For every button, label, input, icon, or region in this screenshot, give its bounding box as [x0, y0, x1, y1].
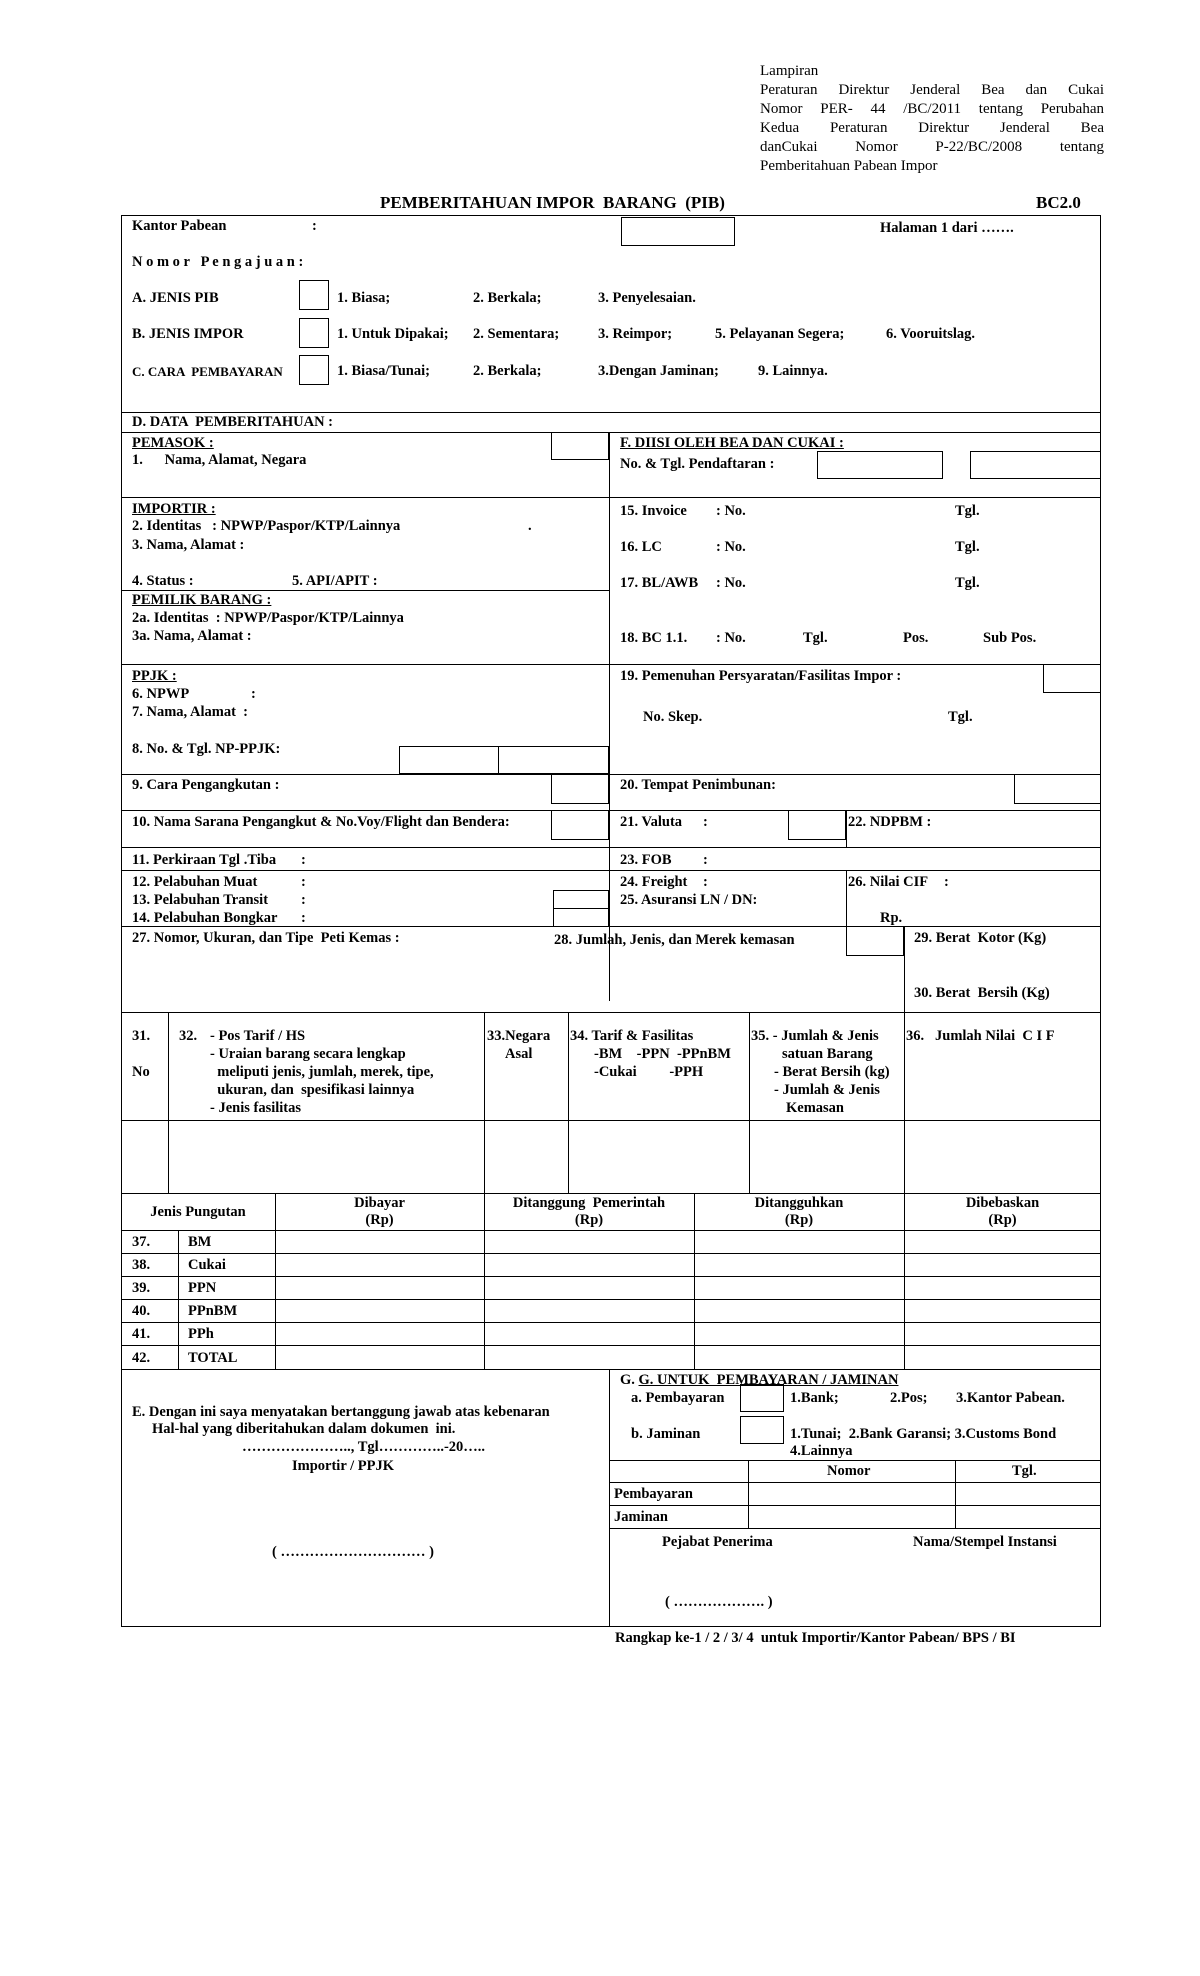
col-35-line: - Jumlah & Jenis	[774, 1082, 880, 1098]
lampiran-line: Nomor PER- 44 /BC/2011 tentang Perubahan	[760, 101, 1104, 117]
col-32-line: - Pos Tarif / HS	[210, 1028, 306, 1044]
divider	[121, 1369, 1101, 1370]
declaration-signature: ( ………………………… )	[272, 1544, 434, 1560]
pemasok-box[interactable]	[551, 432, 609, 460]
col-34-line: -Cukai -PPH	[594, 1064, 704, 1080]
nilai-cif-colon: :	[944, 874, 949, 890]
col-35-line: Kemasan	[786, 1100, 844, 1116]
pejabat-signature: ( ………………. )	[665, 1594, 773, 1610]
col-35-line: 35. - Jumlah & Jenis	[751, 1028, 879, 1044]
lampiran-block	[760, 62, 1104, 176]
bc11-tgl: Tgl.	[803, 630, 828, 646]
divider	[121, 590, 609, 591]
lampiran-line: danCukai Nomor P-22/BC/2008 tentang	[760, 139, 1104, 155]
section-d-title: D. DATA PEMBERITAHUAN :	[132, 414, 333, 430]
g-nomor-header: Nomor	[827, 1463, 871, 1479]
divider	[168, 1012, 169, 1193]
col-31-no: No	[132, 1064, 150, 1080]
col-36-label: 36. Jumlah Nilai C I F	[906, 1028, 1055, 1044]
divider	[609, 1460, 1101, 1461]
divider	[121, 432, 1101, 433]
ppjk-label: PPJK :	[132, 668, 177, 684]
divider	[904, 926, 905, 1012]
pelabuhan-transit-box[interactable]	[553, 890, 609, 909]
divider	[609, 432, 610, 1001]
pelabuhan-bongkar-label: 14. Pelabuhan Bongkar	[132, 910, 278, 926]
divider	[121, 1193, 1101, 1194]
pemasok-label: PEMASOK :	[132, 435, 214, 451]
divider	[121, 1276, 1101, 1277]
lc-label: 16. LC	[620, 539, 662, 555]
g-title-text: G. UNTUK PEMBAYARAN / JAMINAN	[638, 1372, 899, 1388]
kemasan-label: 28. Jumlah, Jenis, dan Merek kemasan	[554, 932, 795, 948]
lampiran-line: Kedua Peraturan Direktur Jenderal Bea	[760, 120, 1104, 136]
cara-pengangkutan-label: 9. Cara Pengangkutan :	[132, 777, 280, 793]
invoice-label: 15. Invoice	[620, 503, 687, 519]
nilai-cif-rp: Rp.	[880, 910, 903, 926]
berat-kotor-label: 29. Berat Kotor (Kg)	[914, 930, 1047, 946]
blawb-no: : No.	[716, 575, 746, 591]
pelabuhan-muat-label: 12. Pelabuhan Muat	[132, 874, 258, 890]
asuransi-label: 25. Asuransi LN / DN:	[620, 892, 758, 908]
divider	[609, 1505, 1101, 1506]
ppjk-np-tgl-box[interactable]	[498, 746, 609, 774]
tempat-penimbunan-box[interactable]	[1014, 774, 1101, 804]
divider	[121, 810, 1101, 811]
lampiran-line: Pemberitahuan Pabean Impor	[760, 158, 938, 174]
importir-label: IMPORTIR :	[132, 501, 216, 517]
invoice-tgl: Tgl.	[955, 503, 980, 519]
cara-pengangkutan-box[interactable]	[551, 774, 609, 804]
g-jaminan-row: Jaminan	[614, 1509, 668, 1525]
divider	[121, 1012, 1101, 1013]
pungutan-header: Ditangguhkan (Rp)	[754, 1195, 844, 1228]
stempel-instansi: Nama/Stempel Instansi	[913, 1534, 1057, 1550]
g-pembayaran-label: a. Pembayaran	[631, 1390, 725, 1406]
divider	[121, 1120, 1101, 1121]
perkiraan-tiba-colon: :	[301, 852, 306, 868]
divider	[121, 870, 1101, 871]
pungutan-row-no: 40.	[132, 1303, 151, 1319]
col-31-label: 31.	[132, 1028, 151, 1044]
col-32-line: - Uraian barang secara lengkap	[210, 1046, 406, 1062]
g-pembayaran-option: 2.Pos;	[890, 1390, 928, 1406]
cara-pembayaran-label: C. CARA PEMBAYARAN	[132, 364, 283, 379]
bc11-label: 18. BC 1.1.	[620, 630, 688, 646]
ppjk-npwp-colon: :	[251, 686, 256, 702]
declaration-line: Hal-hal yang diberitahukan dalam dokumen ini.	[152, 1421, 456, 1437]
pungutan-header: Ditanggung Pemerintah (Rp)	[512, 1195, 666, 1228]
pelabuhan-bongkar-box[interactable]	[553, 908, 609, 927]
divider	[484, 1012, 485, 1193]
nilai-cif-label: 26. Nilai CIF	[848, 874, 929, 890]
pelabuhan-muat-colon: :	[301, 874, 306, 890]
kantor-pabean-colon: :	[312, 218, 317, 234]
pemilik-label: PEMILIK BARANG :	[132, 592, 272, 608]
jenis-impor-option: 3. Reimpor;	[598, 326, 673, 342]
cara-pembayaran-box[interactable]	[299, 355, 329, 385]
pemasok-name-label: 1. Nama, Alamat, Negara	[132, 452, 307, 468]
pendaftaran-no-box[interactable]	[817, 451, 943, 479]
col-34-line: 34. Tarif & Fasilitas	[570, 1028, 694, 1044]
pendaftaran-tgl-box[interactable]	[970, 451, 1101, 479]
lampiran-line: Peraturan Direktur Jenderal Bea dan Cukai	[760, 82, 1104, 98]
importir-nama: 3. Nama, Alamat :	[132, 537, 245, 553]
pelabuhan-transit-label: 13. Pelabuhan Transit	[132, 892, 269, 908]
importir-identitas: 2. Identitas : NPWP/Paspor/KTP/Lainnya	[132, 518, 401, 534]
lc-no: : No.	[716, 539, 746, 555]
section-f-title-text: F. DIISI OLEH BEA DAN CUKAI :	[620, 435, 844, 451]
perkiraan-tiba-label: 11. Perkiraan Tgl .Tiba	[132, 852, 277, 868]
freight-label: 24. Freight	[620, 874, 688, 890]
divider	[846, 810, 847, 847]
jenis-impor-option: 5. Pelayanan Segera;	[715, 326, 845, 342]
col-33-line: 33.Negara	[487, 1028, 551, 1044]
pungutan-header: Dibebaskan (Rp)	[965, 1195, 1040, 1228]
peti-kemas-label: 27. Nomor, Ukuran, dan Tipe Peti Kemas :	[132, 930, 400, 946]
divider	[609, 1528, 1101, 1529]
ppjk-np-no-box[interactable]	[399, 746, 499, 774]
lc-tgl: Tgl.	[955, 539, 980, 555]
jenis-pib-option: 2. Berkala;	[473, 290, 542, 306]
col-35-line: satuan Barang	[782, 1046, 873, 1062]
freight-colon: :	[703, 874, 708, 890]
g-tgl-header: Tgl.	[1012, 1463, 1037, 1479]
pungutan-row-no: 41.	[132, 1326, 151, 1342]
col-32-line: ukuran, dan spesifikasi lainnya	[210, 1082, 415, 1098]
pungutan-row-name: BM	[188, 1234, 212, 1250]
g-prefix: G.	[620, 1372, 639, 1388]
ppjk-npwp: 6. NPWP	[132, 686, 190, 702]
pungutan-row-name: PPh	[188, 1326, 214, 1342]
pendaftaran-label: No. & Tgl. Pendaftaran :	[620, 456, 775, 472]
divider	[121, 664, 1101, 665]
importir-status: 4. Status :	[132, 573, 194, 589]
divider	[609, 1482, 1101, 1483]
cara-pembayaran-option: 9. Lainnya.	[758, 363, 828, 379]
ndpbm-label: 22. NDPBM :	[848, 814, 932, 830]
kemasan-box[interactable]	[846, 926, 904, 956]
pungutan-row-name: TOTAL	[188, 1350, 238, 1366]
section-f-title	[620, 435, 844, 452]
divider	[749, 1012, 750, 1193]
pungutan-row-no: 42.	[132, 1350, 151, 1366]
g-jaminan-label: b. Jaminan	[631, 1426, 701, 1442]
nomor-pengajuan-label: N o m o r P e n g a j u a n :	[132, 254, 304, 270]
skep-tgl: Tgl.	[948, 709, 973, 725]
pejabat-penerima: Pejabat Penerima	[662, 1534, 773, 1550]
kantor-pabean-box[interactable]	[621, 217, 735, 246]
form-code: BC2.0	[1036, 193, 1081, 212]
sarana-pengangkut-label: 10. Nama Sarana Pengangkut & No.Voy/Flight dan Bendera:	[132, 814, 510, 830]
jenis-impor-label: B. JENIS IMPOR	[132, 326, 244, 342]
importir-api: 5. API/APIT :	[292, 573, 378, 589]
divider	[121, 926, 1101, 927]
divider	[121, 1299, 1101, 1300]
col-32-line: meliputi jenis, jumlah, merek, tipe,	[210, 1064, 434, 1080]
jenis-pib-label: A. JENIS PIB	[132, 290, 219, 306]
bc11-no: : No.	[716, 630, 746, 646]
divider	[121, 1253, 1101, 1254]
jenis-pib-option: 3. Penyelesaian.	[598, 290, 696, 306]
valuta-colon: :	[703, 814, 708, 830]
divider	[846, 870, 847, 926]
jenis-impor-option: 6. Vooruitslag.	[886, 326, 976, 342]
valuta-box[interactable]	[788, 810, 846, 840]
pungutan-header: Jenis Pungutan	[150, 1204, 246, 1220]
valuta-label: 21. Valuta	[620, 814, 683, 830]
divider	[121, 497, 1101, 498]
declaration-date: ………………….., Tgl…………..-20…..	[242, 1439, 486, 1455]
cara-pembayaran-option: 1. Biasa/Tunai;	[337, 363, 430, 379]
g-jaminan-options: 1.Tunai; 2.Bank Garansi; 3.Customs Bond	[790, 1426, 1057, 1442]
ppjk-np: 8. No. & Tgl. NP-PPJK:	[132, 741, 281, 757]
pungutan-row-name: PPN	[188, 1280, 217, 1296]
jenis-pib-box[interactable]	[299, 280, 329, 310]
pemilik-identitas: 2a. Identitas : NPWP/Paspor/KTP/Lainnya	[132, 610, 404, 626]
divider	[748, 1460, 749, 1528]
jenis-impor-box[interactable]	[299, 318, 329, 348]
g-pembayaran-box[interactable]	[740, 1384, 784, 1412]
divider	[121, 847, 1101, 848]
cara-pembayaran-option: 3.Dengan Jaminan;	[598, 363, 719, 379]
col-34-line: -BM -PPN -PPnBM	[594, 1046, 731, 1062]
col-33-line: Asal	[505, 1046, 533, 1062]
sarana-pengangkut-box[interactable]	[551, 810, 609, 840]
divider	[121, 412, 1101, 413]
jenis-pib-option: 1. Biasa;	[337, 290, 391, 306]
footer-rangkap: Rangkap ke-1 / 2 / 3/ 4 untuk Importir/Kantor Pabean/ BPS / BI	[615, 1630, 1016, 1646]
fob-colon: :	[703, 852, 708, 868]
pungutan-row-name: PPnBM	[188, 1303, 238, 1319]
divider	[121, 1322, 1101, 1323]
blawb-label: 17. BL/AWB	[620, 575, 699, 591]
g-jaminan-box[interactable]	[740, 1416, 784, 1444]
divider	[568, 1012, 569, 1193]
tempat-penimbunan-label: 20. Tempat Penimbunan:	[620, 777, 776, 793]
bc11-pos: Pos.	[903, 630, 929, 646]
kantor-pabean-label: Kantor Pabean	[132, 218, 227, 234]
bc11-subpos: Sub Pos.	[983, 630, 1037, 646]
skep-label: No. Skep.	[643, 709, 703, 725]
pungutan-row-no: 38.	[132, 1257, 151, 1273]
halaman-label: Halaman 1 dari …….	[880, 220, 1014, 236]
g-pembayaran-row: Pembayaran	[614, 1486, 693, 1502]
g-pembayaran-option: 1.Bank;	[790, 1390, 839, 1406]
persyaratan-label: 19. Pemenuhan Persyaratan/Fasilitas Impor :	[620, 668, 902, 684]
divider	[609, 1369, 610, 1627]
pungutan-row-no: 39.	[132, 1280, 151, 1296]
pungutan-header: Dibayar (Rp)	[354, 1195, 405, 1228]
cara-pembayaran-option: 2. Berkala;	[473, 363, 542, 379]
declaration-line: E. Dengan ini saya menyatakan bertanggung jawab atas kebenaran	[132, 1404, 550, 1420]
fob-label: 23. FOB	[620, 852, 672, 868]
pungutan-row-no: 37.	[132, 1234, 151, 1250]
divider	[955, 1460, 956, 1528]
pelabuhan-transit-colon: :	[301, 892, 306, 908]
divider	[121, 1230, 1101, 1231]
pungutan-row-name: Cukai	[188, 1257, 226, 1273]
pelabuhan-bongkar-colon: :	[301, 910, 306, 926]
lampiran-line: Lampiran	[760, 63, 819, 79]
invoice-no: : No.	[716, 503, 746, 519]
declaration-signer: Importir / PPJK	[292, 1458, 395, 1474]
blawb-tgl: Tgl.	[955, 575, 980, 591]
ppjk-nama: 7. Nama, Alamat :	[132, 704, 248, 720]
importir-identitas-dot: .	[528, 518, 532, 534]
g-pembayaran-option: 3.Kantor Pabean.	[956, 1390, 1065, 1406]
jenis-impor-option: 1. Untuk Dipakai;	[337, 326, 449, 342]
divider	[121, 774, 1101, 775]
col-32-num: 32.	[179, 1028, 198, 1044]
jenis-impor-option: 2. Sementara;	[473, 326, 560, 342]
pemilik-nama: 3a. Nama, Alamat :	[132, 628, 252, 644]
divider	[121, 1345, 1101, 1346]
divider	[904, 1012, 905, 1193]
col-35-line: - Berat Bersih (kg)	[774, 1064, 890, 1080]
berat-bersih-label: 30. Berat Bersih (Kg)	[914, 985, 1050, 1001]
persyaratan-box[interactable]	[1043, 664, 1101, 693]
g-jaminan-options: 4.Lainnya	[790, 1443, 853, 1459]
col-32-line: - Jenis fasilitas	[210, 1100, 302, 1116]
page-title: PEMBERITAHUAN IMPOR BARANG (PIB)	[380, 193, 725, 212]
